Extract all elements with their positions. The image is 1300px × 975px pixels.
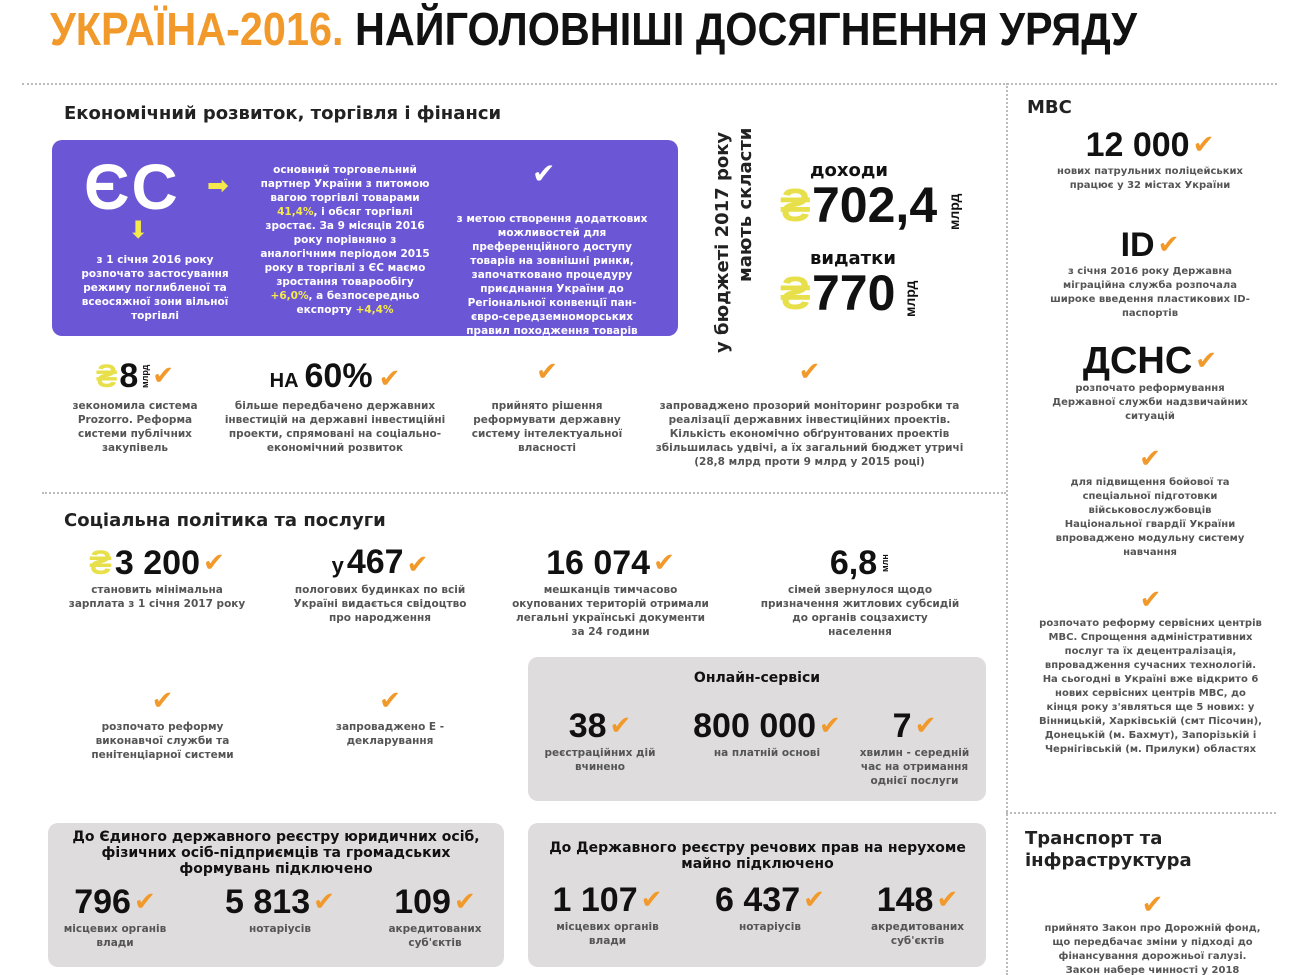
column-divider xyxy=(1006,83,1008,975)
eu-convention-text: з метою створення додаткових можливостей для преференційного доступу товарів на зовнішні ринки, започатковано процедуру приєднання України до Регіональної конвенції пан-євро-середземноморських правил походження товарів xyxy=(456,213,648,337)
registry-item: 109 ✔ акредитованих суб'єктів xyxy=(388,882,482,949)
econ-item-monitoring: ✔ запроваджено прозорий моніторинг розробки та реалізації державних інвестиційних проектів. Кількість економічно обґрунтованих проектів збільшилась удвічі, а їх загальний бюджет утричі (28,8 млрд проти 9 млрд у 2015 році) xyxy=(655,357,964,468)
expense-unit: млрд xyxy=(902,280,918,317)
econ-item-prozorro: ₴ 8 млрд ✔ зекономила система Prozorro. Реформа системи публічних закупівель xyxy=(72,356,198,454)
econ-item-ip-reform: ✔ прийнято рішення реформувати державну систему інтелектуальної власності xyxy=(471,357,623,454)
check-icon: ✔ xyxy=(803,885,825,915)
mvs-item-dsns: ДСНС ✔ розпочато реформування Державної служби надзвичайних ситуацій xyxy=(1052,339,1248,422)
registry-item: 148 ✔ акредитованих суб'єктів xyxy=(870,880,965,947)
check-icon: ✔ xyxy=(640,885,663,915)
check-icon: ✔ xyxy=(1141,890,1164,920)
hryvnia-icon: ₴ xyxy=(780,267,811,319)
check-icon: ✔ xyxy=(536,357,558,387)
eu-partner-text: основний торговельний партнер України з питомою вагою торгівлі товарами 41,4%, і обсяг торгівлі зростає. За 9 місяців 2016 року порівняно з аналогічним періодом 2015 року в торгівлі з ЄС маємо зростання товарообігу +6,0%, а безпосередньо експорту +4,4% xyxy=(260,164,430,316)
expense-value: 770 xyxy=(812,265,896,321)
check-icon: ✔ xyxy=(453,887,476,917)
check-icon: ✔ xyxy=(151,686,174,716)
registry-item: 1 107 ✔ місцевих органів влади xyxy=(552,880,663,947)
check-icon: ✔ xyxy=(936,885,959,915)
mvs-item-patrol: 12 000 ✔ нових патрульних поліцейських працює у 32 містах України xyxy=(1057,125,1243,191)
check-icon: ✔ xyxy=(914,711,937,741)
check-icon: ✔ xyxy=(653,548,675,578)
online-item: 7 ✔ хвилин - середній час на отримання однієї послуги xyxy=(859,706,970,787)
header-divider xyxy=(22,83,1277,85)
income-unit: млрд xyxy=(946,193,962,230)
budget-vertical-label: у бюджеті 2017 року мають скласти xyxy=(712,128,756,353)
registry-item: 5 813 ✔ нотаріусів xyxy=(225,882,335,935)
arrow-down-icon: ⬇ xyxy=(128,216,149,244)
check-icon: ✔ xyxy=(379,686,401,716)
title-main: НАЙГОЛОВНІШІ ДОСЯГНЕННЯ УРЯДУ xyxy=(355,3,1138,55)
hryvnia-icon: ₴ xyxy=(89,543,112,582)
check-icon: ✔ xyxy=(152,361,175,391)
transport-heading: Транспорт та інфраструктура xyxy=(1025,828,1192,871)
check-icon: ✔ xyxy=(202,548,225,578)
check-icon: ✔ xyxy=(609,711,632,741)
check-icon: ✔ xyxy=(1157,230,1180,260)
mvs-item-service-centers: ✔ розпочато реформу сервісних центрів МВС. Спрощення адміністративних послуг та їх децентралізація, впровадження сучасних технологій. На сьогодні в Україні вже відкрито 6 нових сервісних центрів МВС, до кінця року з'являться ще 5 нових: у Вінницькій, Харківській (смт Пісочин), Донецькій (м. Бахмут), Запорізькій і Чернігівській (м. Прилуки) областях xyxy=(1039,585,1262,755)
expense-label: видатки xyxy=(810,248,896,269)
social-item-min-wage: ₴ 3 200 ✔ становить мінімальна зарплата з 1 січня 2017 року xyxy=(68,543,246,610)
title-highlight: УКРАЇНА-2016. xyxy=(50,3,344,55)
eu-ftz-text: з 1 січня 2016 року розпочато застосування режиму поглибленої та всеосяжної зони вільної торгівлі xyxy=(81,254,229,322)
check-icon: ✔ xyxy=(1192,130,1215,160)
registry-item: 796 ✔ місцевих органів влади xyxy=(63,882,167,949)
check-icon: ✔ xyxy=(819,711,841,741)
social-item-maternity: у 467 ✔ пологових будинках по всій Україні видається свідоцтво про народження xyxy=(293,543,467,624)
check-icon: ✔ xyxy=(378,364,401,394)
mvs-heading: МВС xyxy=(1027,97,1072,118)
check-icon: ✔ xyxy=(798,357,821,387)
arrow-right-icon: ➡ xyxy=(207,171,229,201)
check-icon: ✔ xyxy=(406,550,429,580)
hryvnia-icon: ₴ xyxy=(780,179,811,231)
social-item-e-declaration: ✔ запроваджено Е - декларування xyxy=(335,686,445,747)
social-item-penitentiary: ✔ розпочато реформу виконавчої служби та пенітенціарної системи xyxy=(91,686,234,761)
check-icon: ✔ xyxy=(1195,346,1218,376)
online-services-title: Онлайн-сервіси xyxy=(693,670,821,686)
economy-heading: Економічний розвиток, торгівля і фінанси xyxy=(64,103,502,124)
eu-logo: ЄС xyxy=(84,151,180,223)
check-icon: ✔ xyxy=(532,157,556,190)
check-icon: ✔ xyxy=(133,887,156,917)
income-value: 702,4 xyxy=(812,177,938,233)
page-title xyxy=(50,2,1137,56)
registry-item: 6 437 ✔ нотаріусів xyxy=(715,880,825,933)
social-heading: Соціальна політика та послуги xyxy=(64,510,386,531)
mvs-item-national-guard: ✔ для підвищення бойової та спеціальної підготовки військовослужбовців Національної гвардії України впроваджено модульну систему навчання xyxy=(1055,444,1245,558)
social-item-subsidies: 6,8 млн сімей звернулося щодо призначення житлових субсидій до органів соцзахисту населення xyxy=(760,543,960,638)
check-icon: ✔ xyxy=(1139,585,1162,615)
social-item-documents: 16 074 ✔ мешканців тимчасово окупованих територій отримали легальні українські документи за 24 години xyxy=(512,543,709,638)
hryvnia-icon: ₴ xyxy=(95,357,118,394)
online-item: 38 ✔ реєстраційних дій вчинено xyxy=(544,706,656,773)
section-divider xyxy=(42,492,1006,494)
registry2-title: До Державного реєстру речових прав на нерухоме майно підключено xyxy=(549,840,966,872)
transport-item-road-fund: ✔ прийнято Закон про Дорожній фонд, що передбачає зміни у підході до фінансування дорожньої галузі. Закон набере чинності у 2018 xyxy=(1044,890,1261,975)
econ-item-investments: НА 60% ✔ більше передбачено державних інвестицій на державні інвестиційні проекти, спрямовані на соціально-економічний розвиток xyxy=(224,357,446,454)
online-item: 800 000 ✔ на платній основі xyxy=(693,706,841,759)
check-icon: ✔ xyxy=(1139,444,1161,474)
section-divider xyxy=(1006,812,1276,814)
mvs-item-id: ID ✔ з січня 2016 року Державна міграційна служба розпочала широке введення пластикових ID-паспортів xyxy=(1050,225,1250,319)
check-icon: ✔ xyxy=(313,887,335,917)
registry1-title: До Єдиного державного реєстру юридичних осіб, фізичних осіб-підприємців та громадських формувань підключено xyxy=(72,829,480,877)
income-label: доходи xyxy=(810,160,889,181)
